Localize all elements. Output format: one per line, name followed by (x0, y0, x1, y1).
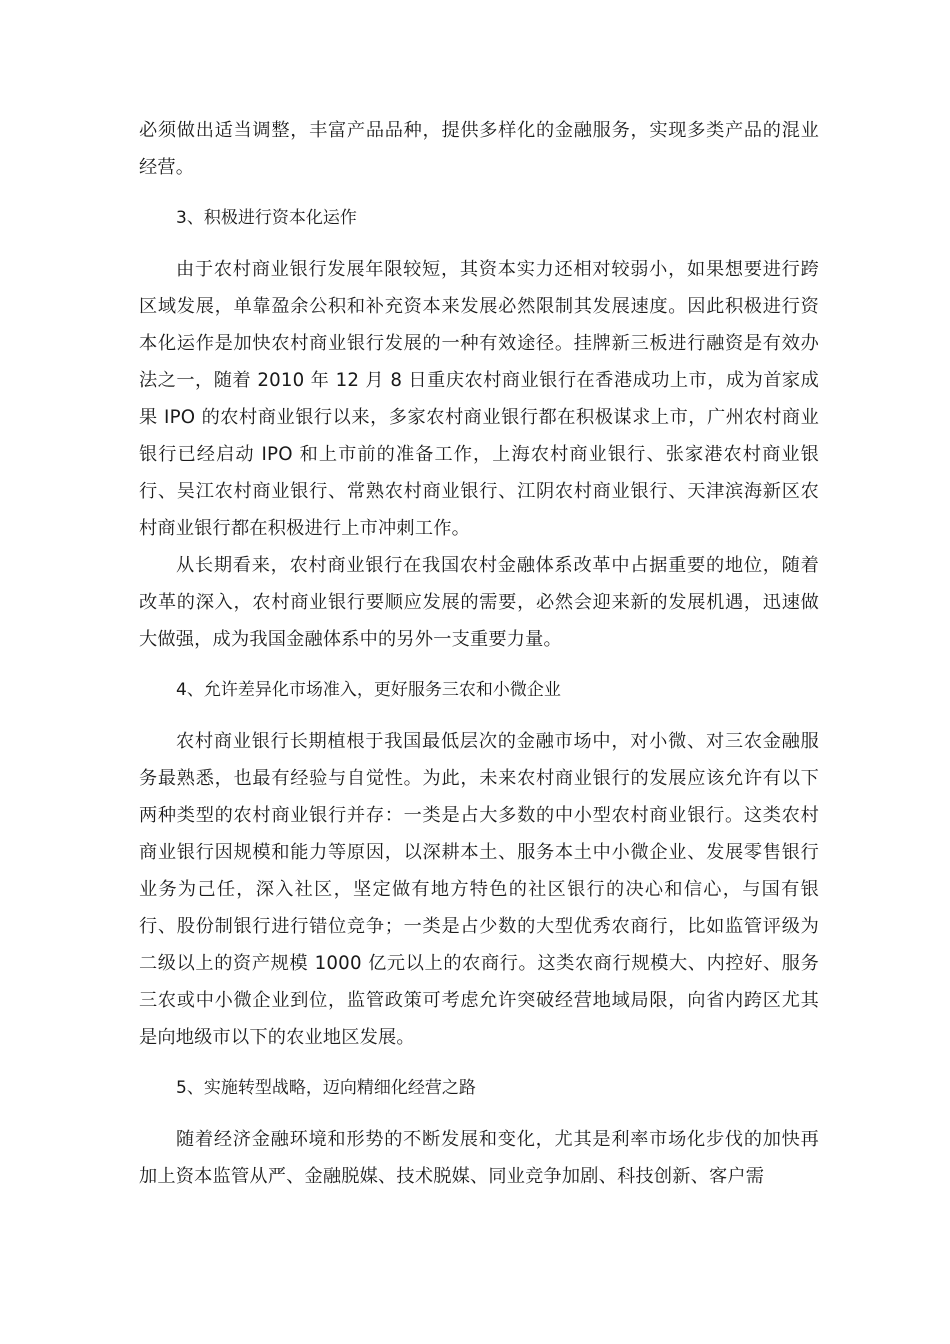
paragraph-transformation-strategy: 随着经济金融环境和形势的不断发展和变化，尤其是利率市场化步伐的加快再加上资本监管从严、金融脱媒、技术脱媒、同业竞争加剧、科技创新、客户需 (139, 1129, 819, 1187)
section-heading-3: 3、积极进行资本化运作 (176, 208, 357, 228)
paragraph-long-term-view: 从长期看来，农村商业银行在我国农村金融体系改革中占据重要的地位，随着改革的深入，农村商业银行要顺应发展的需要，必然会迎来新的发展机遇，迅速做大做强，成为我国金融体系中的另外一支重要力量。 (139, 555, 819, 650)
paragraph-capitalization: 由于农村商业银行发展年限较短，其资本实力还相对较弱小，如果想要进行跨区域发展，单靠盈余公积和补充资本来发展必然限制其发展速度。因此积极进行资本化运作是加快农村商业银行发展的一种有效途径。挂牌新三板进行融资是有效办法之一，随着 2010 年 12 月 8 日重庆农村商业银行在香港成功上市，成为首家成果 IPO 的农村商业银行以来，多家农村商业银行都在积极谋求上市，广州农村商业银行已经启动 IPO 和上市前的准备工作，上海农村商业银行、张家港农村商业银行、吴江农村商业银行、常熟农村商业银行、江阴农村商业银行、天津滨海新区农村商业银行都在积极进行上市冲刺工作。 (139, 259, 819, 539)
paragraph-differentiated-access: 农村商业银行长期植根于我国最低层次的金融市场中，对小微、对三农金融服务最熟悉，也最有经验与自觉性。为此，未来农村商业银行的发展应该允许有以下两种类型的农村商业银行并存：一类是占大多数的中小型农村商业银行。这类农村商业银行因规模和能力等原因，以深耕本土、服务本土中小微企业、发展零售银行业务为己任，深入社区，坚定做有地方特色的社区银行的决心和信心，与国有银行、股份制银行进行错位竞争；一类是占少数的大型优秀农商行，比如监管评级为二级以上的资产规模 1000 亿元以上的农商行。这类农商行规模大、内控好、服务三农或中小微企业到位，监管政策可考虑允许突破经营地域局限，向省内跨区尤其是向地级市以下的农业地区发展。 (139, 731, 819, 1048)
document-body (139, 112, 819, 1195)
section-heading-5: 5、实施转型战略，迈向精细化经营之路 (176, 1078, 476, 1098)
paragraph-continuation: 必须做出适当调整，丰富产品品种，提供多样化的金融服务，实现多类产品的混业经营。 (139, 120, 819, 178)
section-heading-4: 4、允许差异化市场准入，更好服务三农和小微企业 (176, 680, 561, 700)
